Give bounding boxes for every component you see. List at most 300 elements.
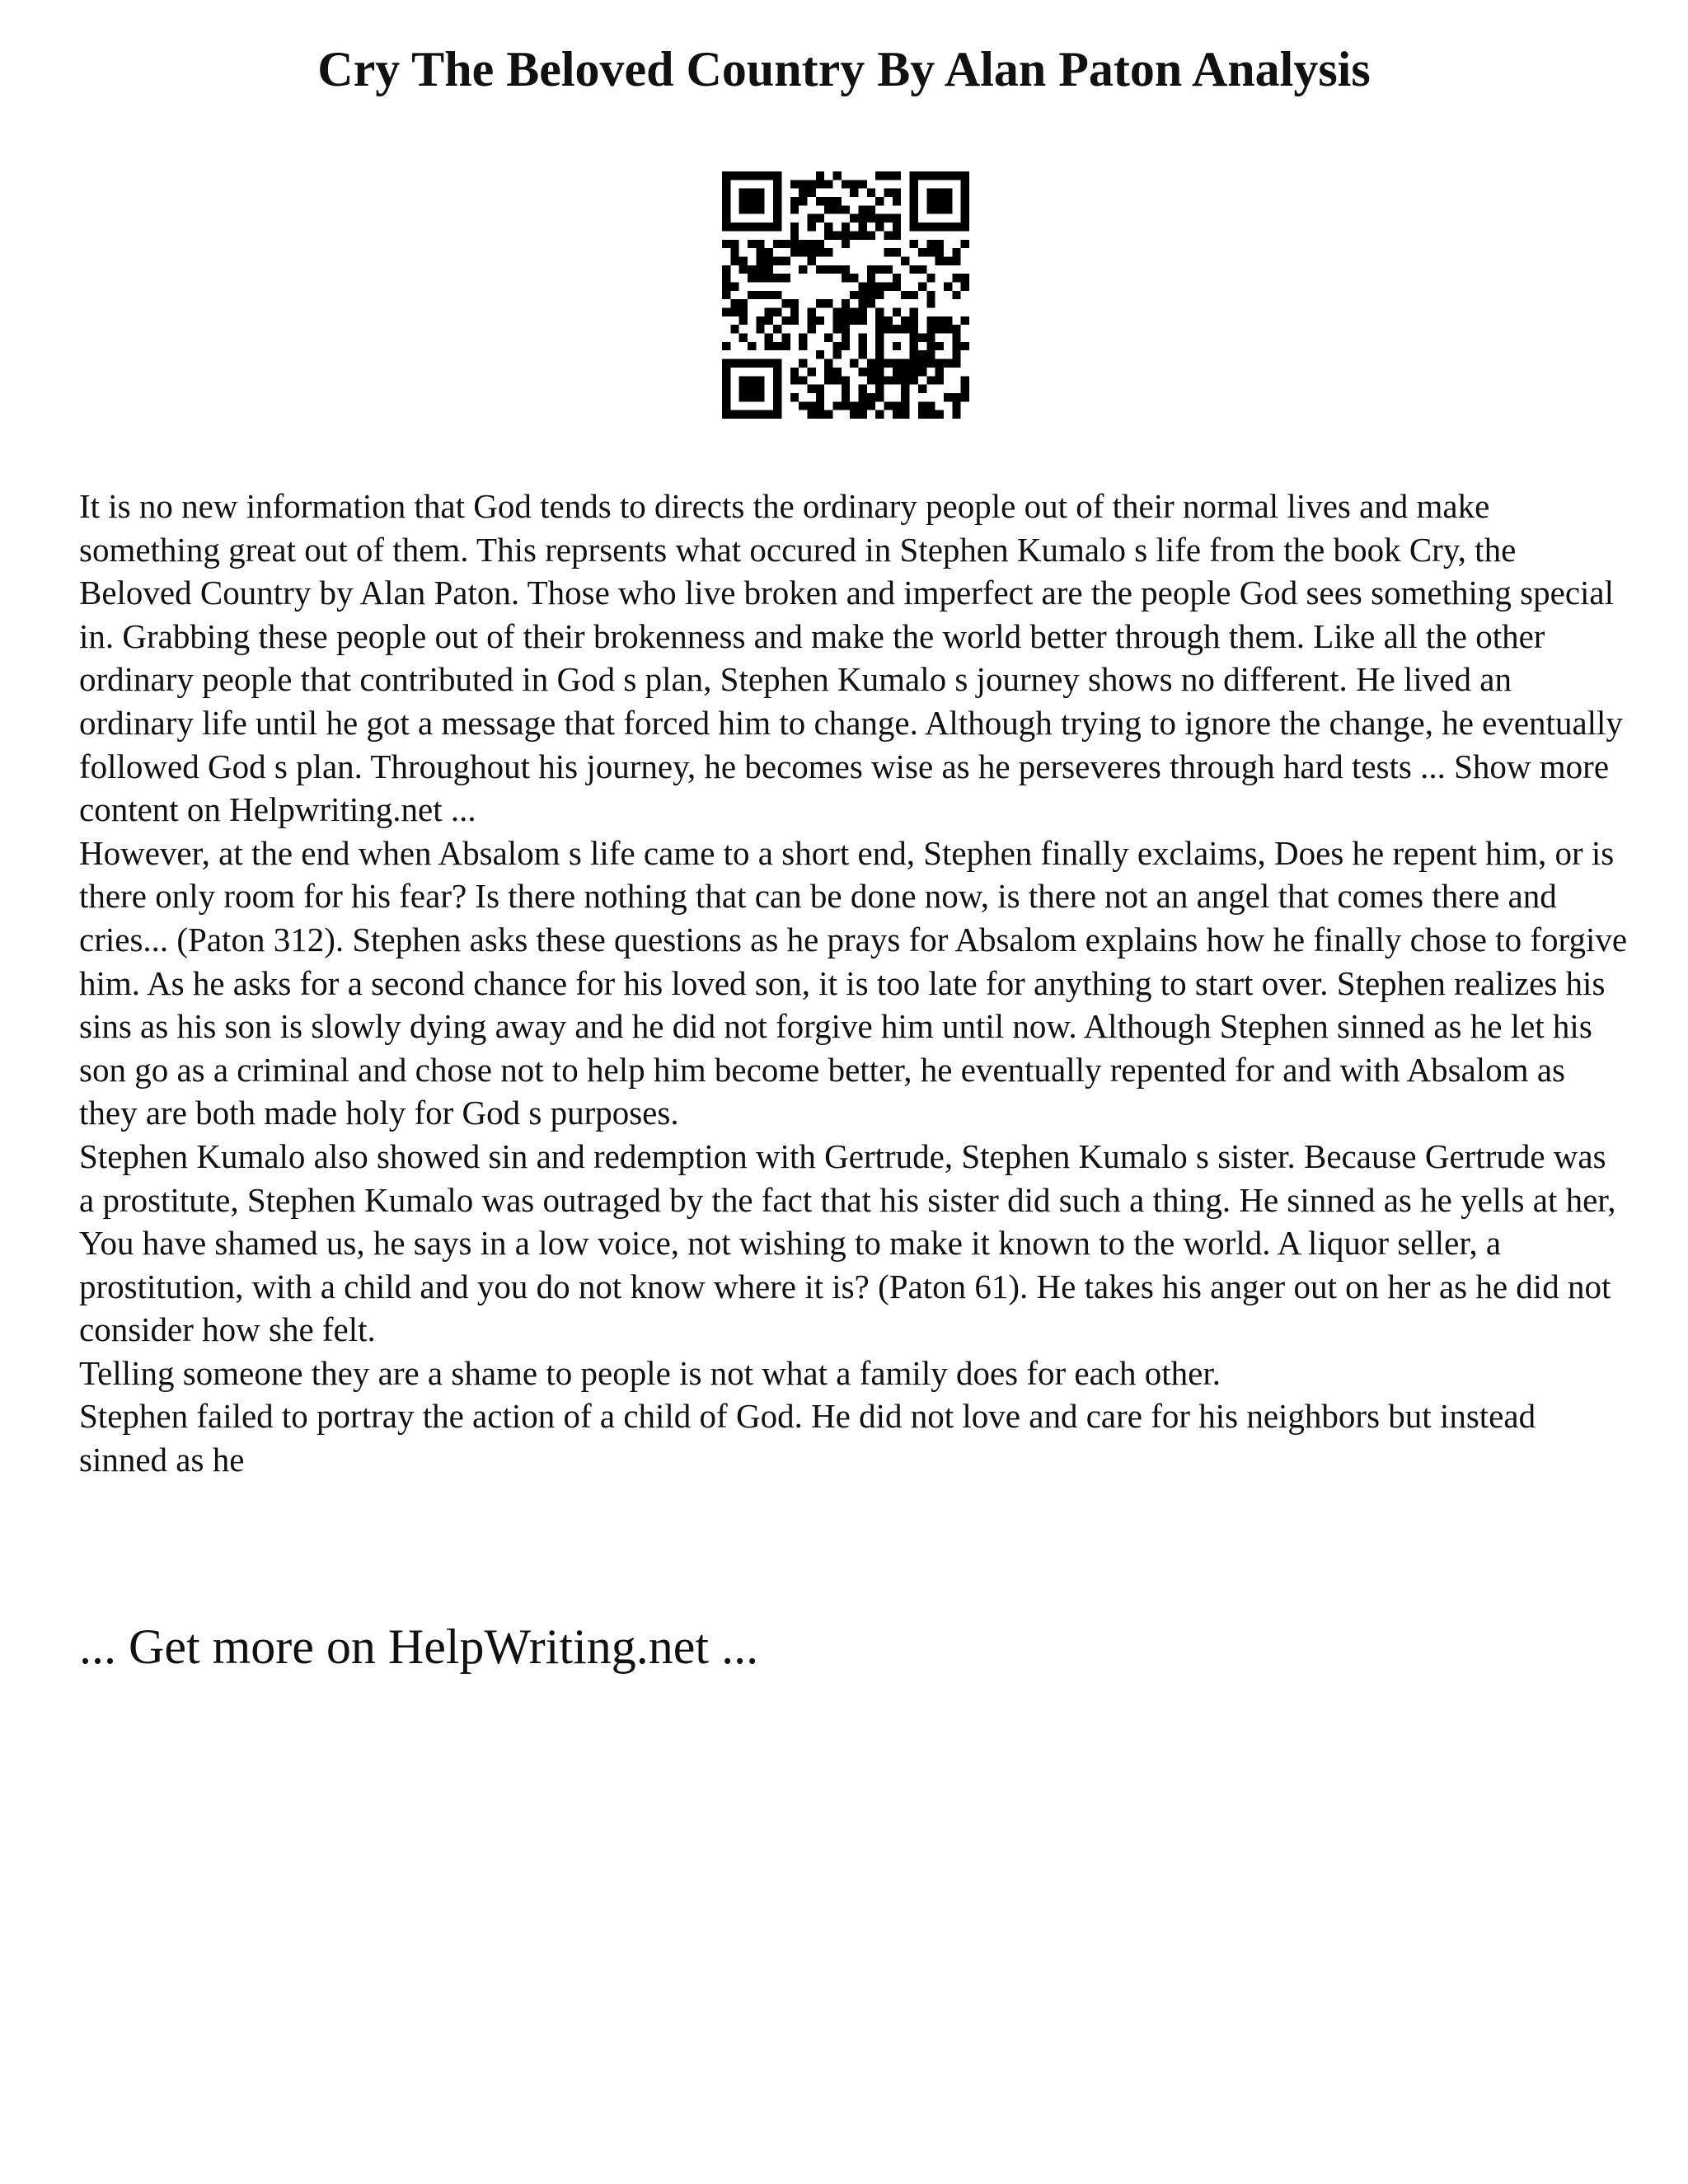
qr-module: [790, 248, 799, 256]
qr-module: [926, 205, 935, 213]
qr-module: [790, 368, 799, 376]
qr-module: [935, 171, 944, 180]
qr-module: [739, 359, 748, 368]
qr-module: [926, 410, 935, 419]
qr-module: [944, 316, 952, 325]
qr-module: [807, 223, 815, 231]
qr-module: [944, 189, 952, 197]
qr-module: [918, 334, 926, 342]
qr-module: [926, 334, 935, 342]
qr-module: [773, 205, 781, 213]
qr-module: [739, 334, 748, 342]
qr-module: [867, 265, 875, 274]
qr-module: [859, 308, 867, 316]
qr-module: [961, 240, 969, 248]
qr-module: [773, 308, 781, 316]
qr-module: [722, 401, 730, 410]
qr-module: [756, 248, 764, 256]
qr-module: [722, 385, 730, 393]
paragraph-3: Stephen Kumalo also showed sin and redemption with Gertrude, Stephen Kumalo s sister. Because Gertrude was a prostitute, Stephen Kumalo was outraged by the fact that his sister did such a thing. He sinned as he yells at her, You have shamed us, he says in a low voice, not wishing to make it known to the world. A liquor seller, a prostitution, with a child and you do not know where it is? (Paton 61). He takes his anger out on her as he did not consider how she felt.: [79, 1137, 1616, 1349]
qr-module: [859, 214, 867, 223]
qr-module: [952, 410, 960, 419]
qr-module: [807, 316, 815, 325]
qr-module: [756, 410, 764, 419]
qr-module: [832, 231, 841, 239]
qr-module: [944, 359, 952, 368]
qr-module: [952, 274, 960, 282]
qr-module: [765, 223, 773, 231]
qr-module: [739, 197, 748, 205]
qr-module: [918, 359, 926, 368]
qr-module: [773, 368, 781, 376]
qr-module: [748, 197, 756, 205]
qr-module: [935, 359, 944, 368]
qr-module: [944, 256, 952, 265]
qr-module: [859, 299, 867, 307]
qr-module: [935, 197, 944, 205]
qr-module: [859, 393, 867, 401]
qr-module: [850, 308, 858, 316]
qr-module: [722, 368, 730, 376]
qr-module: [859, 282, 867, 290]
qr-module: [910, 291, 918, 299]
qr-module: [893, 325, 901, 333]
qr-module: [850, 359, 858, 368]
qr-module: [961, 393, 969, 401]
qr-module: [748, 189, 756, 197]
qr-module: [824, 376, 832, 384]
qr-module: [961, 376, 969, 384]
qr-module: [756, 189, 764, 197]
qr-module: [867, 393, 875, 401]
qr-module: [816, 410, 824, 419]
qr-module: [884, 376, 893, 384]
qr-module: [739, 299, 748, 307]
qr-module: [875, 393, 884, 401]
qr-module: [730, 308, 738, 316]
qr-module: [859, 205, 867, 213]
qr-module: [842, 316, 850, 325]
qr-module: [935, 342, 944, 350]
qr-module: [756, 376, 764, 384]
qr-module: [748, 342, 756, 350]
qr-module: [722, 197, 730, 205]
qr-module: [875, 376, 884, 384]
qr-module: [867, 401, 875, 410]
qr-module: [842, 325, 850, 333]
qr-module: [739, 171, 748, 180]
qr-module: [756, 359, 764, 368]
qr-module: [816, 299, 824, 307]
qr-module: [867, 214, 875, 223]
qr-module: [722, 205, 730, 213]
qr-module: [790, 197, 799, 205]
qr-module: [799, 359, 807, 368]
qr-module: [824, 231, 832, 239]
qr-module: [748, 393, 756, 401]
qr-module: [739, 265, 748, 274]
qr-module: [952, 256, 960, 265]
qr-module: [884, 248, 893, 256]
qr-module: [910, 334, 918, 342]
qr-module: [952, 359, 960, 368]
qr-module: [952, 171, 960, 180]
qr-module: [884, 214, 893, 223]
qr-module: [884, 282, 893, 290]
qr-module: [961, 189, 969, 197]
qr-module: [773, 401, 781, 410]
qr-module: [816, 385, 824, 393]
qr-module: [910, 240, 918, 248]
qr-module: [893, 282, 901, 290]
qr-module: [926, 240, 935, 248]
qr-module: [918, 248, 926, 256]
qr-module: [884, 171, 893, 180]
qr-module: [944, 171, 952, 180]
qr-module: [765, 265, 773, 274]
qr-module: [918, 265, 926, 274]
qr-module: [765, 256, 773, 265]
qr-module: [859, 368, 867, 376]
qr-module: [824, 180, 832, 188]
qr-module: [722, 180, 730, 188]
qr-module: [781, 316, 790, 325]
qr-module: [910, 265, 918, 274]
qr-module: [730, 240, 738, 248]
qr-module: [722, 282, 730, 290]
qr-module: [781, 274, 790, 282]
qr-module: [842, 265, 850, 274]
qr-module: [935, 325, 944, 333]
qr-module: [832, 205, 841, 213]
qr-module: [893, 342, 901, 350]
qr-module: [944, 197, 952, 205]
qr-module: [739, 316, 748, 325]
qr-module: [832, 401, 841, 410]
qr-module: [765, 334, 773, 342]
qr-module: [773, 393, 781, 401]
qr-module: [722, 274, 730, 282]
qr-module: [944, 205, 952, 213]
qr-module: [859, 385, 867, 393]
qr-module: [961, 214, 969, 223]
qr-module: [926, 325, 935, 333]
qr-module: [910, 223, 918, 231]
qr-module: [842, 231, 850, 239]
qr-module: [748, 265, 756, 274]
qr-module: [944, 282, 952, 290]
qr-module: [790, 205, 799, 213]
qr-module: [875, 350, 884, 359]
qr-module: [910, 342, 918, 350]
qr-module: [884, 189, 893, 197]
qr-module: [893, 231, 901, 239]
qr-module: [739, 308, 748, 316]
qr-module: [850, 410, 858, 419]
qr-module: [884, 401, 893, 410]
qr-module: [901, 368, 909, 376]
qr-module: [893, 189, 901, 197]
qr-module: [773, 385, 781, 393]
qr-module: [756, 256, 764, 265]
qr-module: [722, 214, 730, 223]
qr-module: [739, 410, 748, 419]
qr-module: [739, 385, 748, 393]
qr-module: [739, 393, 748, 401]
qr-module: [884, 316, 893, 325]
qr-module: [901, 385, 909, 393]
qr-module: [893, 368, 901, 376]
qr-module: [722, 265, 730, 274]
qr-module: [739, 376, 748, 384]
qr-module: [901, 316, 909, 325]
qr-module: [918, 410, 926, 419]
qr-module: [842, 205, 850, 213]
qr-module: [842, 376, 850, 384]
qr-module: [952, 223, 960, 231]
qr-module: [935, 240, 944, 248]
qr-module: [748, 205, 756, 213]
qr-module: [910, 308, 918, 316]
qr-module: [961, 171, 969, 180]
qr-module: [799, 342, 807, 350]
qr-module: [901, 291, 909, 299]
qr-module: [901, 359, 909, 368]
qr-module: [807, 368, 815, 376]
paragraph-4: Telling someone they are a shame to people is not what a family does for each other.: [79, 1353, 1221, 1392]
qr-module: [730, 282, 738, 290]
qr-module: [765, 359, 773, 368]
qr-module: [722, 359, 730, 368]
qr-module: [748, 291, 756, 299]
qr-module: [816, 393, 824, 401]
qr-module: [859, 401, 867, 410]
qr-module: [730, 299, 738, 307]
qr-module: [944, 223, 952, 231]
qr-module: [824, 205, 832, 213]
qr-module: [773, 342, 781, 350]
qr-module: [756, 325, 764, 333]
qr-module: [773, 180, 781, 188]
qr-module: [799, 189, 807, 197]
qr-module: [816, 316, 824, 325]
qr-module: [790, 308, 799, 316]
qr-module: [926, 189, 935, 197]
qr-module: [893, 359, 901, 368]
qr-module: [910, 316, 918, 325]
qr-module: [748, 274, 756, 282]
qr-module: [832, 350, 841, 359]
qr-module: [850, 214, 858, 223]
qr-module: [722, 342, 730, 350]
qr-module: [961, 180, 969, 188]
qr-module: [935, 368, 944, 376]
qr-module: [748, 171, 756, 180]
qr-module: [807, 385, 815, 393]
qr-module: [739, 256, 748, 265]
qr-module: [832, 265, 841, 274]
qr-module: [816, 240, 824, 248]
qr-module: [832, 342, 841, 350]
qr-module: [773, 214, 781, 223]
qr-module: [944, 325, 952, 333]
qr-module: [850, 189, 858, 197]
qr-module: [832, 171, 841, 180]
qr-module: [807, 214, 815, 223]
qr-module: [773, 359, 781, 368]
qr-module: [790, 376, 799, 384]
qr-module: [926, 223, 935, 231]
qr-module: [850, 274, 858, 282]
qr-module: [867, 368, 875, 376]
qr-module: [730, 410, 738, 419]
qr-module: [730, 256, 738, 265]
qr-module: [773, 197, 781, 205]
qr-module: [824, 265, 832, 274]
qr-module: [859, 334, 867, 342]
qr-module: [884, 325, 893, 333]
qr-module: [739, 223, 748, 231]
qr-module: [842, 180, 850, 188]
qr-module: [730, 171, 738, 180]
qr-module: [824, 197, 832, 205]
qr-module: [842, 240, 850, 248]
qr-module: [961, 385, 969, 393]
qr-module: [875, 214, 884, 223]
qr-module: [910, 376, 918, 384]
qr-code: [722, 171, 969, 419]
qr-module: [859, 316, 867, 325]
qr-module: [773, 325, 781, 333]
qr-module: [850, 231, 858, 239]
qr-module: [824, 248, 832, 256]
paragraph-2: However, at the end when Absalom s life came to a short end, Stephen finally exclaims, Does he repent him, or is there only room for his fear? Is there nothing that can be done now, is there not an angel that comes there and cries... (Paton 312). Stephen asks these questions as he prays for Absalom explains how he finally chose to forgive him. As he asks for a second chance for his loved son, it is too late for anything to start over. Stephen realizes his sins as his son is slowly dying away and he did not forgive him until now. Although Stephen sinned as he let his son go as a criminal and chose not to help him become better, he eventually repented for and with Absalom as they are both made holy for God s purposes.: [79, 833, 1628, 1132]
qr-module: [850, 401, 858, 410]
qr-module: [918, 401, 926, 410]
qr-module: [773, 256, 781, 265]
qr-module: [875, 334, 884, 342]
qr-module: [756, 171, 764, 180]
qr-module: [875, 359, 884, 368]
qr-module: [875, 171, 884, 180]
qr-module: [926, 342, 935, 350]
qr-module: [756, 205, 764, 213]
qr-module: [722, 171, 730, 180]
qr-module: [722, 189, 730, 197]
qr-module: [748, 376, 756, 384]
qr-module: [832, 197, 841, 205]
qr-module: [875, 316, 884, 325]
qr-module: [799, 265, 807, 274]
qr-module: [901, 256, 909, 265]
qr-module: [832, 308, 841, 316]
qr-module: [935, 189, 944, 197]
paragraph-1: It is no new information that God tends to directs the ordinary people out of their normal lives and make something great out of them. This reprsents what occured in Stephen Kumalo s life from the book Cry, the Beloved Country by Alan Paton. Those who live broken and imperfect are the people God sees something special in. Grabbing these people out of their brokenness and make the world better through them. Like all the other ordinary people that contributed in God s plan, Stephen Kumalo s journey shows no different. He lived an ordinary life until he got a message that forced him to change. Although trying to ignore the change, he eventually followed God s plan. Throughout his journey, he becomes wise as he perseveres through hard tests ... Show more content on Helpwriting.net ...: [79, 487, 1623, 829]
qr-module: [790, 223, 799, 231]
qr-module: [765, 308, 773, 316]
qr-module: [790, 299, 799, 307]
qr-module: [832, 325, 841, 333]
qr-module: [756, 385, 764, 393]
qr-module: [765, 291, 773, 299]
qr-module: [781, 334, 790, 342]
qr-module: [910, 171, 918, 180]
qr-module: [807, 256, 815, 265]
qr-module: [816, 197, 824, 205]
qr-module: [875, 197, 884, 205]
qr-module: [842, 308, 850, 316]
qr-module: [816, 171, 824, 180]
qr-module: [807, 248, 815, 256]
qr-module: [875, 223, 884, 231]
qr-module: [893, 214, 901, 223]
qr-module: [756, 197, 764, 205]
qr-module: [893, 308, 901, 316]
qr-module: [722, 410, 730, 419]
qr-module: [867, 189, 875, 197]
qr-module: [893, 223, 901, 231]
qr-module: [875, 265, 884, 274]
qr-module: [842, 342, 850, 350]
qr-module: [790, 393, 799, 401]
qr-module: [926, 350, 935, 359]
qr-module: [781, 240, 790, 248]
qr-module: [773, 376, 781, 384]
get-more-link[interactable]: ... Get more on HelpWriting.net ...: [79, 1619, 759, 1674]
page-title: Cry The Beloved Country By Alan Paton Analysis: [317, 42, 1371, 96]
qr-module: [935, 223, 944, 231]
qr-module: [748, 240, 756, 248]
qr-module: [807, 410, 815, 419]
qr-module: [875, 325, 884, 333]
qr-module: [859, 223, 867, 231]
qr-module: [926, 299, 935, 307]
qr-module: [961, 197, 969, 205]
qr-module: [816, 180, 824, 188]
qr-module: [842, 334, 850, 342]
qr-module: [952, 248, 960, 256]
qr-module: [824, 368, 832, 376]
qr-module: [893, 410, 901, 419]
qr-module: [952, 401, 960, 410]
qr-module: [952, 342, 960, 350]
qr-module: [799, 401, 807, 410]
qr-module: [824, 410, 832, 419]
qr-module: [816, 214, 824, 223]
paragraph-5: Stephen failed to portray the action of a child of God. He did not love and care for his neighbors but instead sinned as he: [79, 1397, 1536, 1479]
qr-module: [875, 368, 884, 376]
qr-module: [850, 180, 858, 188]
qr-module: [756, 223, 764, 231]
qr-module: [926, 376, 935, 384]
qr-module: [918, 223, 926, 231]
qr-module: [961, 205, 969, 213]
qr-module: [739, 205, 748, 213]
qr-module: [722, 240, 730, 248]
qr-module: [867, 376, 875, 384]
qr-module: [961, 223, 969, 231]
qr-module: [859, 350, 867, 359]
qr-module: [807, 180, 815, 188]
qr-module: [842, 393, 850, 401]
qr-module: [790, 231, 799, 239]
qr-module: [722, 376, 730, 384]
qr-module: [918, 350, 926, 359]
qr-module: [832, 376, 841, 384]
qr-module: [875, 308, 884, 316]
qr-module: [935, 205, 944, 213]
qr-module: [799, 197, 807, 205]
